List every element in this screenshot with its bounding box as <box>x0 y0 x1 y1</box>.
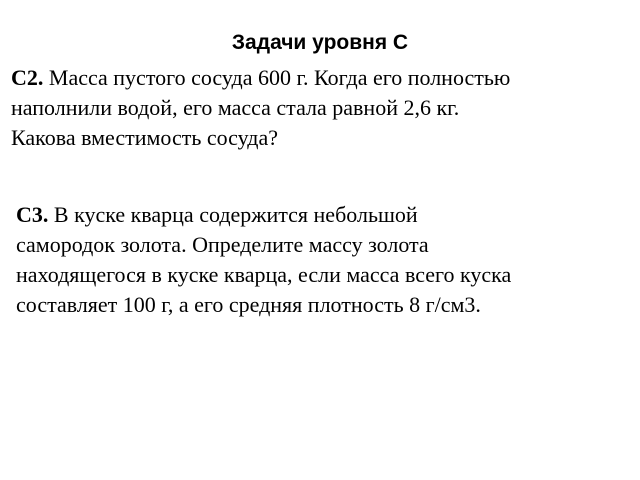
problem-line: составляет 100 г, а его средняя плотность 8 г/см3. <box>16 292 481 317</box>
problem-text: Масса пустого сосуда 600 г. Когда его полностью <box>43 65 511 90</box>
problem-number: С3. <box>16 202 49 227</box>
problem-line: находящегося в куске кварца, если масса всего куска <box>16 262 512 287</box>
problem-c3 <box>16 200 511 320</box>
problem-number: С2. <box>11 65 44 90</box>
problem-line: Какова вместимость сосуда? <box>11 125 278 150</box>
problem-text: В куске кварца содержится небольшой <box>48 202 418 227</box>
problem-c2 <box>11 63 510 153</box>
slide-title: Задачи уровня С <box>231 31 409 54</box>
problem-line: самородок золота. Определите массу золота <box>16 232 429 257</box>
problem-line <box>11 63 510 93</box>
problem-line: наполнили водой, его масса стала равной 2,6 кг. <box>11 95 460 120</box>
problem-line <box>16 200 511 230</box>
